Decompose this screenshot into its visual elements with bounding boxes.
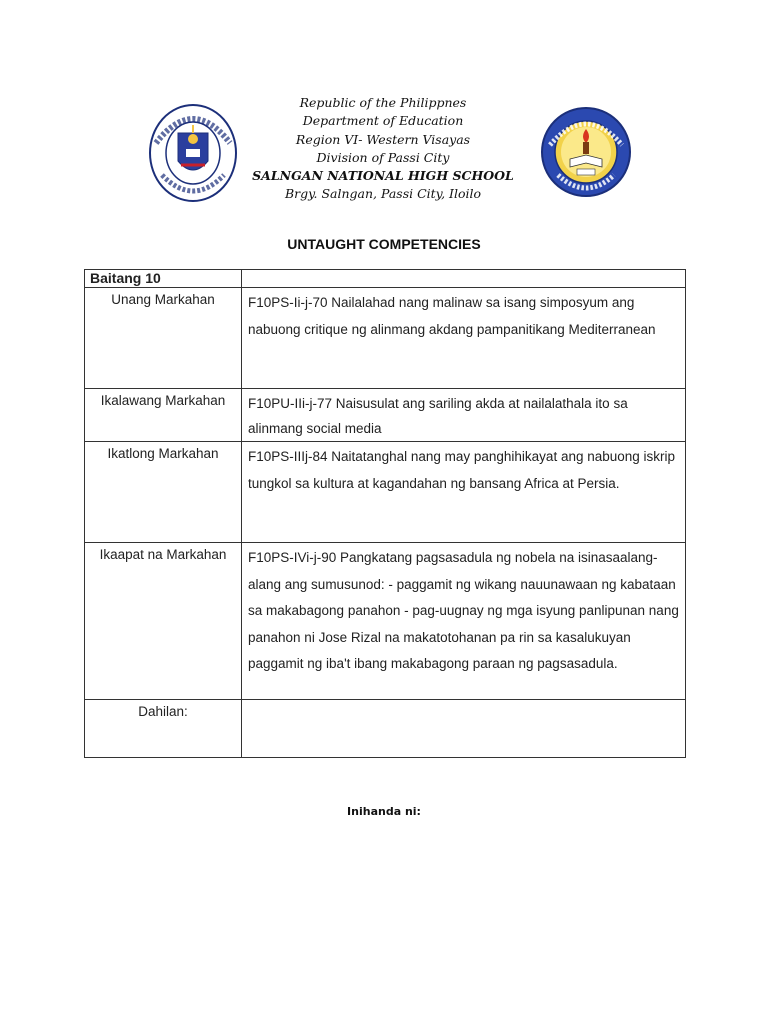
quarter-label: Ikaapat na Markahan — [85, 543, 242, 700]
deped-seal-icon — [148, 103, 238, 203]
grade-label: Baitang 10 — [85, 270, 242, 288]
header-line-division: Division of Passi City — [316, 149, 450, 165]
school-seal-icon — [540, 107, 632, 197]
table-row — [85, 700, 686, 758]
school-address: Brgy. Salngan, Passi City, Iloilo — [284, 186, 482, 202]
quarter-label: Ikalawang Markahan — [85, 389, 242, 442]
header-line-republic: Republic of the Philippnes — [299, 95, 467, 110]
reason-value — [242, 700, 686, 758]
table-row — [85, 389, 686, 442]
quarter-label: Ikatlong Markahan — [85, 442, 242, 543]
school-header — [228, 94, 538, 204]
table-row — [85, 442, 686, 543]
school-name: SALNGAN NATIONAL HIGH SCHOOL — [252, 168, 514, 184]
competency-text: F10PS-IIIj-84 Naitatanghal nang may panghihikayat ang nabuong iskrip tungkol sa kultura at kagandahan ng bansang Africa at Persia. — [242, 442, 686, 543]
quarter-label: Unang Markahan — [85, 288, 242, 389]
header-line-region: Region VI- Western Visayas — [295, 131, 471, 147]
header-line-department: Department of Education — [302, 113, 464, 129]
table-row — [85, 288, 686, 389]
competency-text: F10PS-IVi-j-90 Pangkatang pagsasadula ng nobela na isinasaalang-alang ang sumusunod: - paggamit ng wikang nauunawaan ng kabataan sa makabagong panahon - pag-uugnay ng mga isyung panlipunan nang panahon ni Jose Rizal na makatotohanan pa rin sa kasalukuyan paggamit ng iba't ibang makabagong paraan ng pagsasadula. — [242, 543, 686, 700]
table-row — [85, 543, 686, 700]
prepared-by-label: Inihanda ni: — [347, 805, 421, 818]
grade-value — [242, 270, 686, 288]
document-title: UNTAUGHT COMPETENCIES — [287, 236, 481, 252]
table-row — [85, 270, 686, 288]
reason-label: Dahilan: — [85, 700, 242, 758]
competencies-table — [84, 269, 686, 758]
competency-text: F10PS-Ii-j-70 Nailalahad nang malinaw sa isang simposyum ang nabuong critique ng alinmang akdang pampanitikang Mediterranean — [242, 288, 686, 389]
competency-text: F10PU-IIi-j-77 Naisusulat ang sariling akda at nailalathala ito sa alinmang social media — [242, 389, 686, 442]
